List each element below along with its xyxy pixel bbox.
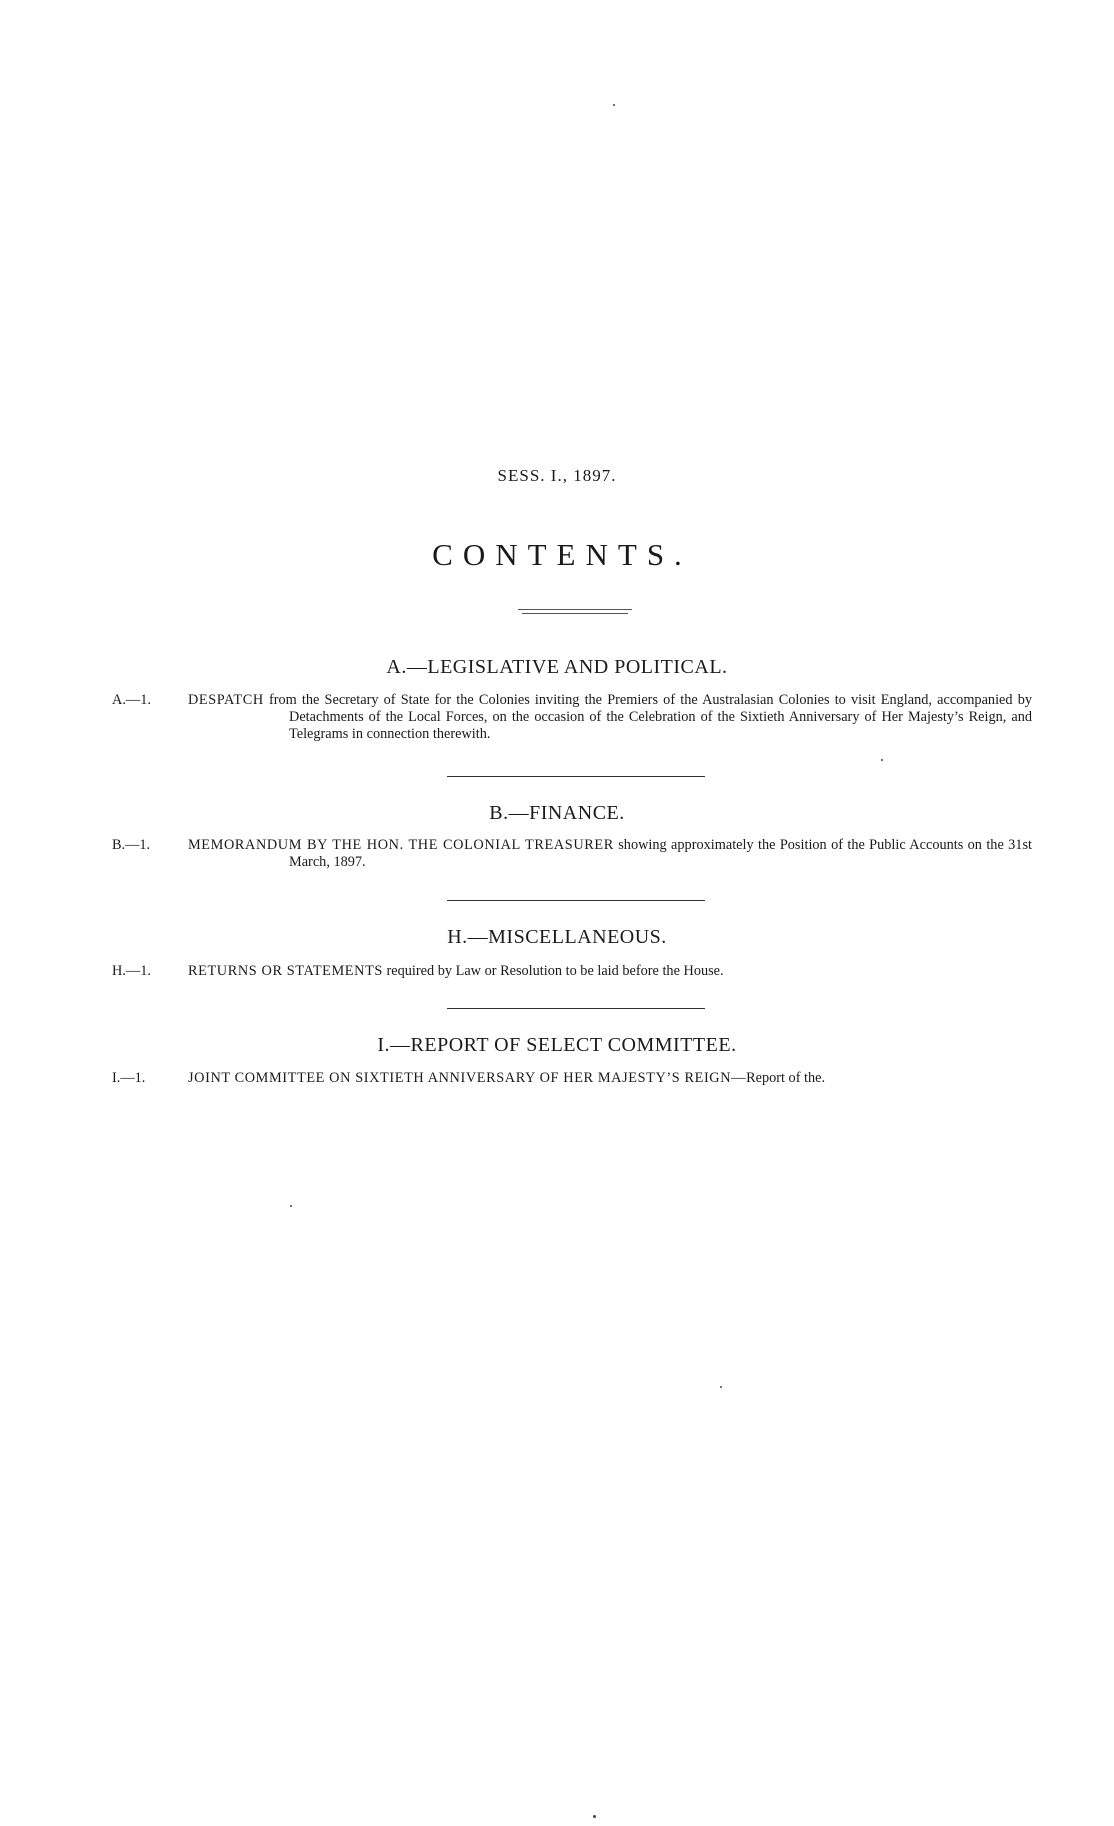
entry-lead: JOINT COMMITTEE ON SIXTIETH ANNIVERSARY OF HER MAJESTY’S REIGN—	[188, 1070, 747, 1086]
section-heading-b: B.—FINANCE.	[489, 802, 625, 824]
entry-lead: DESPATCH	[188, 692, 264, 708]
entry-text: Report of the.	[746, 1070, 826, 1086]
title-rule-top	[518, 609, 632, 610]
section-divider	[447, 776, 705, 777]
entry-code: B.—1.	[112, 837, 151, 853]
entry-code: A.—1.	[112, 692, 151, 708]
scan-speck	[613, 104, 615, 106]
entry-text-wrapper	[188, 692, 1032, 743]
section-heading-h: H.—MISCELLANEOUS.	[447, 926, 667, 948]
entry-code: I.—1.	[112, 1070, 146, 1086]
section-divider	[447, 900, 705, 901]
entry-b-1	[112, 837, 1032, 871]
section-heading-i: I.—REPORT OF SELECT COMMITTEE.	[377, 1034, 737, 1056]
entry-body	[188, 692, 1032, 743]
contents-title: CONTENTS.	[432, 537, 692, 572]
entry-a-1	[112, 692, 1032, 743]
session-line: SESS. I., 1897.	[497, 466, 617, 485]
entry-code: H.—1.	[112, 963, 151, 979]
entry-body	[188, 963, 1032, 980]
entry-body	[188, 1070, 1032, 1087]
entry-text: showing approximately the Position of the Public Accounts on the 31st March, 1897.	[289, 837, 1032, 870]
entry-i-1	[112, 1070, 1032, 1087]
entry-lead: MEMORANDUM BY THE HON. THE COLONIAL TREASURER	[188, 837, 614, 853]
title-rule-bottom	[522, 613, 628, 614]
scan-speck	[881, 759, 883, 761]
entry-h-1	[112, 963, 1032, 980]
scan-speck	[720, 1386, 722, 1388]
entry-text: required by Law or Resolution to be laid before the House.	[386, 963, 724, 979]
scan-speck	[290, 1205, 292, 1207]
entry-text: from the Secretary of State for the Colonies inviting the Premiers of the Australasian Colonies to visit England, accompanied by Detachments of the Local Forces, on the occasion of the Celebration of the Sixtieth Anniversary of Her Majesty’s Reign, and Telegrams in connection therewith.	[268, 692, 1033, 742]
entry-lead: RETURNS OR STATEMENTS	[188, 963, 383, 979]
section-divider	[447, 1008, 705, 1009]
scan-speck	[593, 1815, 596, 1818]
entry-body	[188, 837, 1032, 871]
entry-text-wrapper	[188, 837, 1032, 871]
section-heading-a: A.—LEGISLATIVE AND POLITICAL.	[386, 656, 728, 678]
